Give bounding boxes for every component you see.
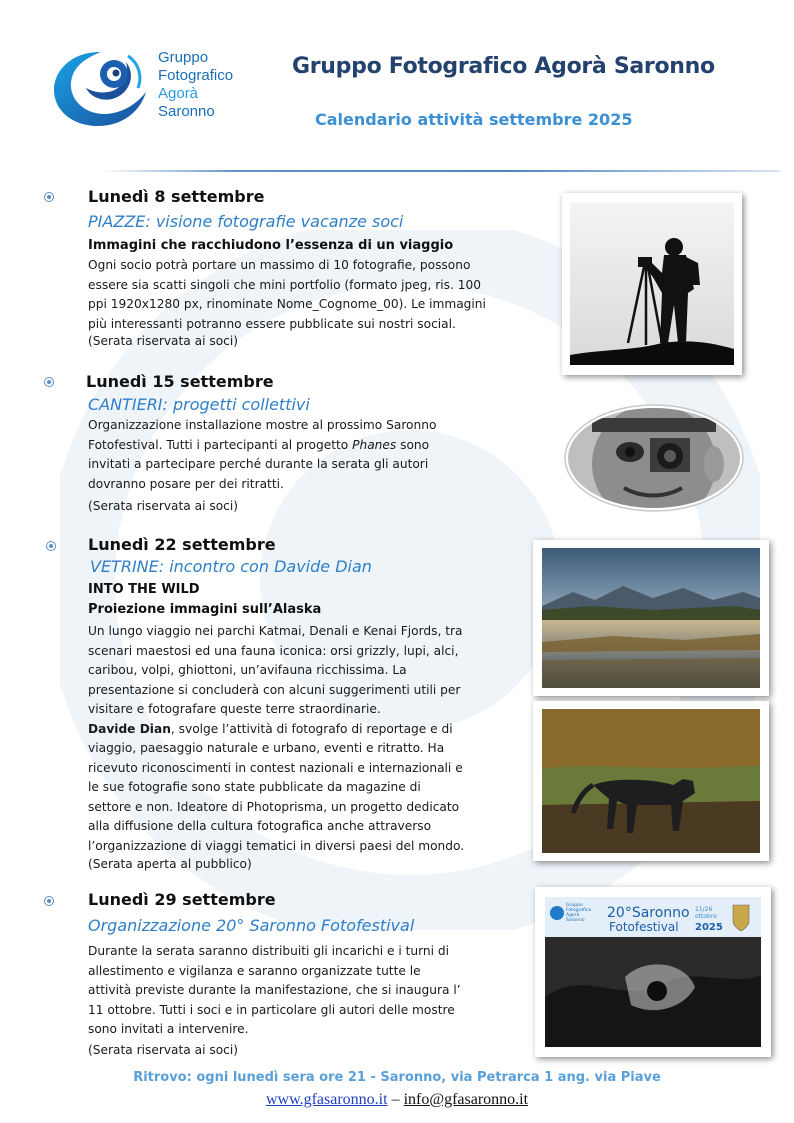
poster-title: Fotofestival [609, 920, 679, 934]
body-line: essere sia scatti singoli che mini portfolio (formato jpeg, ris. 100 [88, 277, 482, 292]
body-line: Durante la serata saranno distribuiti gli incarichi e i turni di [88, 944, 450, 958]
photo-frame [533, 701, 769, 861]
body-line: scenari maestosi ed una fauna iconica: orsi grizzly, lupi, alci, [88, 643, 459, 658]
alaska-landscape-image [533, 540, 769, 696]
body-line: ppi 1920x1280 px, rinominate Nome_Cognome_00). Le immagini [88, 297, 486, 311]
body-line: alla diffusione della cultura fotografica anche attraverso [88, 819, 432, 833]
poster-logo-line: Fotografico [566, 908, 592, 913]
body-line: viaggio, paesaggio naturale e urbano, eventi e ritratto. Ha [88, 741, 445, 755]
body-line: Ogni socio potrà portare un massimo di 10 fotografie, possono [88, 258, 471, 272]
bullet-icon [46, 541, 56, 551]
event-category: PIAZZE: visione fotografie vacanze soci [88, 212, 404, 231]
author-name: Davide Dian [88, 721, 171, 736]
bullet-icon [44, 192, 54, 202]
contact-line [0, 1091, 794, 1109]
body-line: visitare e fotografare queste terre straordinarie. [88, 702, 381, 716]
event-date: Lunedì 15 settembre [86, 372, 274, 391]
body-line: ricevuto riconoscimenti in contest nazionali e internazionali e [88, 760, 463, 775]
body-line: sono invitati a intervenire. [88, 1022, 249, 1036]
meeting-info: Ritrovo: ogni lunedì sera ore 21 - Saronno, via Petrarca 1 ang. via Piave [133, 1070, 661, 1085]
event-note: (Serata riservata ai soci) [88, 334, 239, 348]
event-body [88, 942, 461, 1040]
event-body [88, 622, 464, 856]
event-category: CANTIERI: progetti collettivi [88, 395, 310, 414]
body-line: attività previste durante la manifestazione, che si inaugura l’ [88, 983, 461, 997]
poster-logo-line: Saronno [566, 918, 585, 923]
portrait-camera-image [564, 404, 744, 512]
portrait-oval-frame [564, 404, 744, 512]
poster-dates: 11/26 [695, 906, 713, 913]
logo-text [158, 49, 233, 121]
event-subtitle: INTO THE WILD [88, 582, 200, 597]
header-divider [100, 170, 780, 172]
fotofestival-poster-image [535, 887, 771, 1057]
poster-year: 2025 [695, 922, 723, 933]
body-line: invitati a partecipare perché durante la serata gli autori [88, 457, 429, 471]
email-link[interactable]: info@gfasaronno.it [403, 1091, 529, 1108]
body-line: l’organizzazione di viaggi tematici in diversi paesi del mondo. [88, 838, 465, 853]
event-note: (Serata riservata ai soci) [88, 1043, 239, 1057]
event-note: (Serata riservata ai soci) [88, 499, 239, 513]
event-subtitle: Immagini che racchiudono l’essenza di un viaggio [88, 238, 454, 253]
event-body [88, 256, 486, 334]
body-line [88, 436, 436, 456]
logo-line: Fotografico [158, 67, 234, 84]
body-line: Un lungo viaggio nei parchi Katmai, Denali e Kenai Fjords, tra [88, 624, 463, 638]
poster-title: 20°Saronno [607, 905, 690, 921]
event-note: (Serata aperta al pubblico) [88, 857, 252, 871]
poster-logo-line: Gruppo [566, 903, 583, 908]
website-link[interactable]: www.gfasaronno.it [265, 1091, 388, 1108]
event-date: Lunedì 22 settembre [88, 535, 276, 554]
page-title: Gruppo Fotografico Agorà Saronno [292, 54, 715, 79]
project-name: Phanes [352, 437, 397, 452]
body-line: dovranno posare per dei ritratti. [88, 476, 284, 491]
body-line: 11 ottobre. Tutti i soci e in particolare gli autori delle mostre [88, 1002, 455, 1017]
club-logo-icon [52, 48, 148, 128]
bullet-icon [44, 896, 54, 906]
body-text: , svolge l’attività di fotografo di reportage e di [170, 721, 453, 736]
logo-line: Gruppo [158, 49, 209, 66]
body-line: settore e non. Ideatore di Photoprisma, un progetto dedicato [88, 799, 460, 814]
body-line: caribou, volpi, ghiottoni, un’avifauna ricchissima. La [88, 663, 407, 677]
bullet-icon [44, 377, 54, 387]
body-line [88, 720, 464, 740]
page-subtitle: Calendario attività settembre 2025 [315, 110, 633, 129]
body-line: presentazione si concluderà con alcuni suggerimenti utili per [88, 682, 461, 697]
event-category: Organizzazione 20° Saronno Fotofestival [88, 916, 415, 935]
contact-separator: – [387, 1091, 404, 1108]
body-text: sono [396, 437, 430, 452]
photo-frame [562, 193, 742, 375]
event-date: Lunedì 8 settembre [88, 187, 265, 206]
logo-line: Saronno [158, 103, 215, 120]
poster-frame [535, 887, 771, 1057]
body-line: Organizzazione installazione mostre al prossimo Saronno [88, 418, 437, 432]
body-line: allestimento e vigilanza e saranno organizzate tutte le [88, 963, 421, 978]
photographer-silhouette-image [562, 193, 742, 375]
event-body [88, 416, 436, 494]
event-category: VETRINE: incontro con Davide Dian [90, 557, 372, 576]
poster-logo-line: Agorà [566, 913, 580, 918]
event-date: Lunedì 29 settembre [88, 890, 276, 909]
logo-line: Agorà [158, 85, 199, 102]
body-text: Fotofestival. Tutti i partecipanti al progetto [88, 437, 353, 452]
body-line: le sue fotografie sono state pubblicate da magazine di [88, 780, 421, 794]
body-line: più interessanti potranno essere pubblicate sui nostri social. [88, 316, 456, 331]
poster-dates: ottobre [695, 913, 717, 920]
photo-frame [533, 540, 769, 696]
wolf-image [533, 701, 769, 861]
event-subtitle: Proiezione immagini sull’Alaska [88, 602, 322, 617]
